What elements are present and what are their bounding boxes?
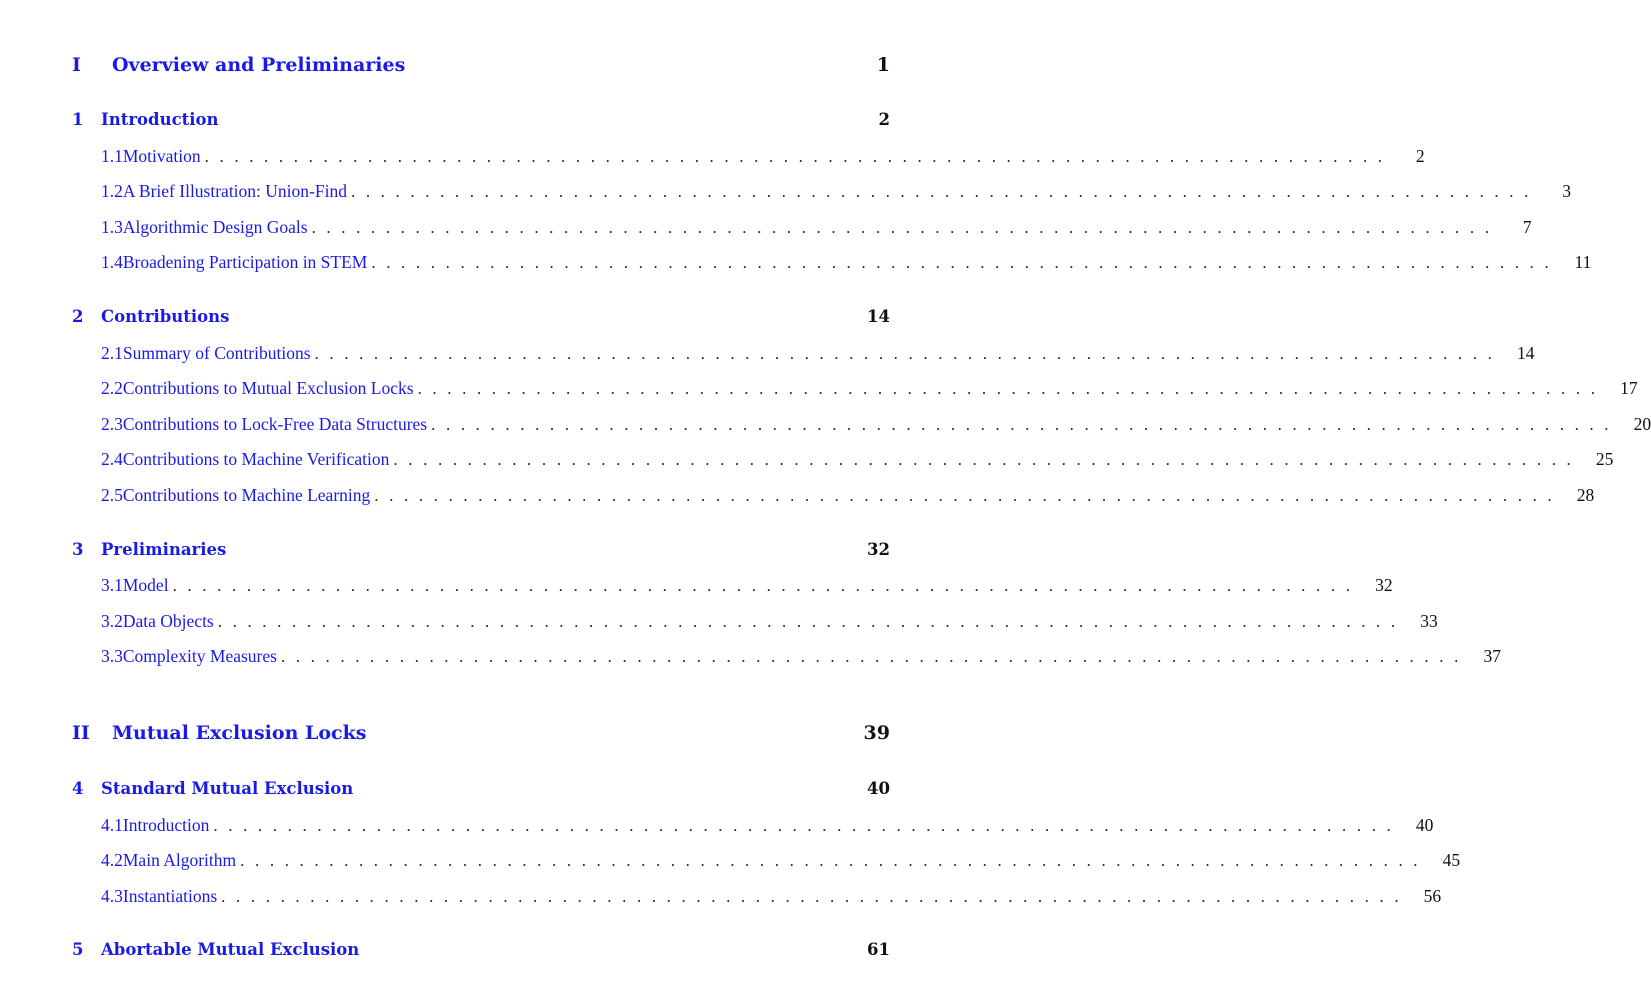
- toc-chapter-2[interactable]: [72, 307, 890, 326]
- toc-entry-number: 1.1: [101, 146, 123, 166]
- toc-entry-page: 17: [1620, 378, 1638, 398]
- toc-leader-dots: ................................................................................: [374, 486, 1563, 505]
- toc-entry-title[interactable]: A Brief Illustration: Union-Find: [122, 181, 347, 201]
- toc-entry-title[interactable]: Standard Mutual Exclusion: [101, 779, 354, 798]
- toc-entry-number: 4: [72, 779, 84, 798]
- toc-entry-page: 14: [867, 307, 890, 326]
- toc-entry-title[interactable]: Contributions: [101, 307, 230, 326]
- toc-entry-page: 28: [1576, 485, 1595, 505]
- toc-leader-dots: ................................................................................: [217, 612, 1406, 631]
- toc-chapter-1[interactable]: [72, 110, 890, 129]
- toc-entry-title[interactable]: Motivation: [122, 146, 201, 166]
- toc-section-3-3[interactable]: [101, 646, 1501, 667]
- toc-section-4-3[interactable]: [101, 886, 1442, 907]
- toc-entry-title[interactable]: Introduction: [122, 815, 210, 835]
- toc-section-1-1[interactable]: [101, 146, 1425, 167]
- toc-entry-title[interactable]: Introduction: [101, 110, 219, 129]
- toc-entry-number: 3.1: [101, 575, 123, 595]
- toc-leader-dots: ................................................................................: [350, 182, 1539, 201]
- toc-section-4-2[interactable]: [101, 850, 1461, 871]
- toc-entry-number: II: [72, 722, 90, 744]
- toc-entry-title[interactable]: Contributions to Machine Learning: [122, 485, 371, 505]
- toc-section-2-2[interactable]: [101, 378, 1638, 399]
- toc-entry-page: 2: [1415, 146, 1425, 166]
- toc-entry-title[interactable]: Complexity Measures: [122, 646, 277, 666]
- toc-section-2-5[interactable]: [101, 485, 1595, 506]
- toc-leader-dots: ................................................................................: [172, 576, 1361, 595]
- toc-entry-page: 1: [876, 54, 890, 76]
- toc-entry-title[interactable]: Contributions to Mutual Exclusion Locks: [122, 378, 414, 398]
- toc-entry-number: 2.2: [101, 378, 123, 398]
- toc-entry-page: 11: [1574, 252, 1592, 272]
- toc-leader-dots: ................................................................................: [314, 344, 1503, 363]
- toc-entry-number: 2.1: [101, 343, 123, 363]
- toc-entry-number: 1.3: [101, 217, 123, 237]
- toc-entry-page: 37: [1483, 646, 1501, 666]
- toc-entry-title[interactable]: Mutual Exclusion Locks: [112, 722, 367, 744]
- toc-entry-title[interactable]: Main Algorithm: [122, 850, 237, 870]
- toc-leader-dots: ................................................................................: [221, 887, 1410, 906]
- toc-entry-number: 4.2: [101, 850, 123, 870]
- toc-entry-page: 32: [1375, 575, 1393, 595]
- toc-entry-number: 2.4: [101, 449, 123, 469]
- toc-section-2-1[interactable]: [101, 343, 1535, 364]
- toc-entry-title[interactable]: Algorithmic Design Goals: [122, 217, 308, 237]
- toc-leader-dots: ................................................................................: [240, 851, 1429, 870]
- toc-entry-page: 3: [1562, 181, 1571, 201]
- toc-leader-dots: ................................................................................: [213, 816, 1402, 835]
- toc-leader-dots: ................................................................................: [431, 415, 1620, 434]
- toc-entry-title[interactable]: Preliminaries: [101, 540, 227, 559]
- toc-entry-page: 40: [867, 779, 890, 798]
- toc-section-2-3[interactable]: [101, 414, 1651, 435]
- toc-entry-page: 14: [1517, 343, 1535, 363]
- toc-entry-title[interactable]: Overview and Preliminaries: [112, 54, 406, 76]
- toc-entry-page: 56: [1423, 886, 1442, 906]
- toc-entry-title[interactable]: Abortable Mutual Exclusion: [101, 940, 360, 959]
- toc-entry-number: 1.4: [101, 252, 123, 272]
- toc-section-1-4[interactable]: [101, 252, 1592, 273]
- toc-section-4-1[interactable]: [101, 815, 1434, 836]
- toc-entry-page: 40: [1415, 815, 1434, 835]
- toc-entry-title[interactable]: Model: [122, 575, 169, 595]
- toc-leader-dots: ................................................................................: [204, 147, 1393, 166]
- toc-entry-number: 3.3: [101, 646, 123, 666]
- toc-entry-page: 20: [1633, 414, 1651, 434]
- toc-entry-page: 39: [863, 722, 890, 744]
- toc-entry-page: 2: [878, 110, 890, 129]
- toc-leader-dots: ................................................................................: [417, 379, 1606, 398]
- toc-entry-number: 4.1: [101, 815, 123, 835]
- toc-entry-number: 5: [72, 940, 84, 959]
- toc-entry-number: 2.3: [101, 414, 123, 434]
- toc-section-1-2[interactable]: [101, 181, 1571, 202]
- toc-entry-number: 4.3: [101, 886, 123, 906]
- toc-part-i[interactable]: [72, 54, 890, 76]
- toc-chapter-5[interactable]: [72, 940, 890, 959]
- toc-entry-page: 32: [867, 540, 890, 559]
- toc-entry-page: 61: [867, 940, 890, 959]
- toc-leader-dots: ................................................................................: [371, 253, 1560, 272]
- toc-section-1-3[interactable]: [101, 217, 1532, 238]
- toc-entry-number: 1.2: [101, 181, 123, 201]
- toc-chapter-4[interactable]: [72, 779, 890, 798]
- toc-entry-title[interactable]: Contributions to Lock-Free Data Structures: [122, 414, 428, 434]
- toc-entry-number: I: [72, 54, 81, 76]
- toc-entry-page: 45: [1442, 850, 1461, 870]
- toc-entry-number: 3: [72, 540, 84, 559]
- toc-part-ii[interactable]: [72, 722, 890, 744]
- toc-entry-title[interactable]: Summary of Contributions: [122, 343, 311, 363]
- toc-section-3-1[interactable]: [101, 575, 1393, 596]
- toc-entry-number: 1: [72, 110, 84, 129]
- toc-entry-number: 3.2: [101, 611, 123, 631]
- toc-entry-title[interactable]: Data Objects: [122, 611, 214, 631]
- toc-section-3-2[interactable]: [101, 611, 1438, 632]
- toc-leader-dots: ................................................................................: [393, 450, 1582, 469]
- toc-section-2-4[interactable]: [101, 449, 1614, 470]
- toc-entry-number: 2.5: [101, 485, 123, 505]
- toc-entry-number: 2: [72, 307, 84, 326]
- toc-entry-title[interactable]: Instantiations: [122, 886, 218, 906]
- toc-entry-title[interactable]: Broadening Participation in STEM: [122, 252, 368, 272]
- toc-entry-page: 7: [1522, 217, 1532, 237]
- toc-leader-dots: ................................................................................: [280, 647, 1469, 666]
- toc-entry-page: 25: [1595, 449, 1614, 469]
- toc-entry-title[interactable]: Contributions to Machine Verification: [122, 449, 390, 469]
- toc-chapter-3[interactable]: [72, 540, 890, 559]
- toc-entry-page: 33: [1420, 611, 1438, 631]
- toc-leader-dots: ................................................................................: [311, 218, 1500, 237]
